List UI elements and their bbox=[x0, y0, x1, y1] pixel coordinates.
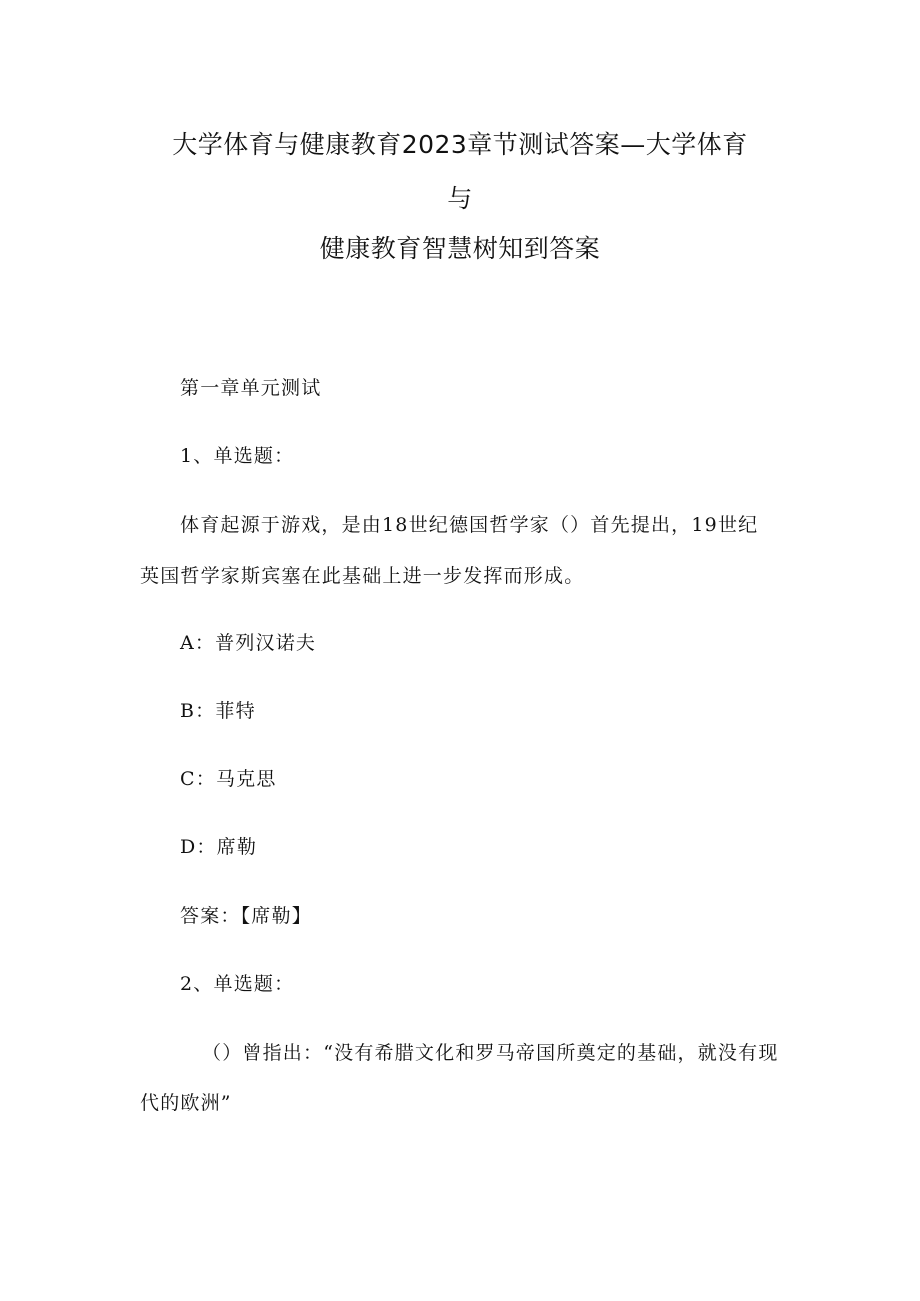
question-2-stem-line-2: 代的欧洲” bbox=[140, 1092, 232, 1114]
question-2-stem-line-1: （）曾指出：“没有希腊文化和罗马帝国所奠定的基础，就没有现 bbox=[202, 1042, 779, 1064]
document-title-line-3: 健康教育智慧树知到答案 bbox=[319, 234, 601, 263]
question-1-stem-line-1: 体育起源于游戏，是由18世纪德国哲学家（）首先提出，19世纪 bbox=[180, 514, 759, 536]
question-1-answer: 答案：【席勒】 bbox=[180, 905, 312, 927]
document-title-line-2: 与 bbox=[447, 184, 473, 213]
question-1-stem-line-2: 英国哲学家斯宾塞在此基础上进一步发挥而形成。 bbox=[140, 565, 585, 587]
question-1-option-c: C：马克思 bbox=[180, 768, 277, 790]
chapter-heading: 第一章单元测试 bbox=[180, 377, 322, 399]
question-1-option-d: D：席勒 bbox=[180, 836, 258, 858]
question-2-label: 2、单选题： bbox=[180, 973, 295, 995]
question-1-option-a: A：普列汉诺夫 bbox=[180, 632, 317, 654]
question-1-option-b: B：菲特 bbox=[180, 700, 256, 722]
document-title-line-1: 大学体育与健康教育2023章节测试答案—大学体育 bbox=[172, 130, 748, 159]
question-1-label: 1、单选题： bbox=[180, 445, 295, 467]
